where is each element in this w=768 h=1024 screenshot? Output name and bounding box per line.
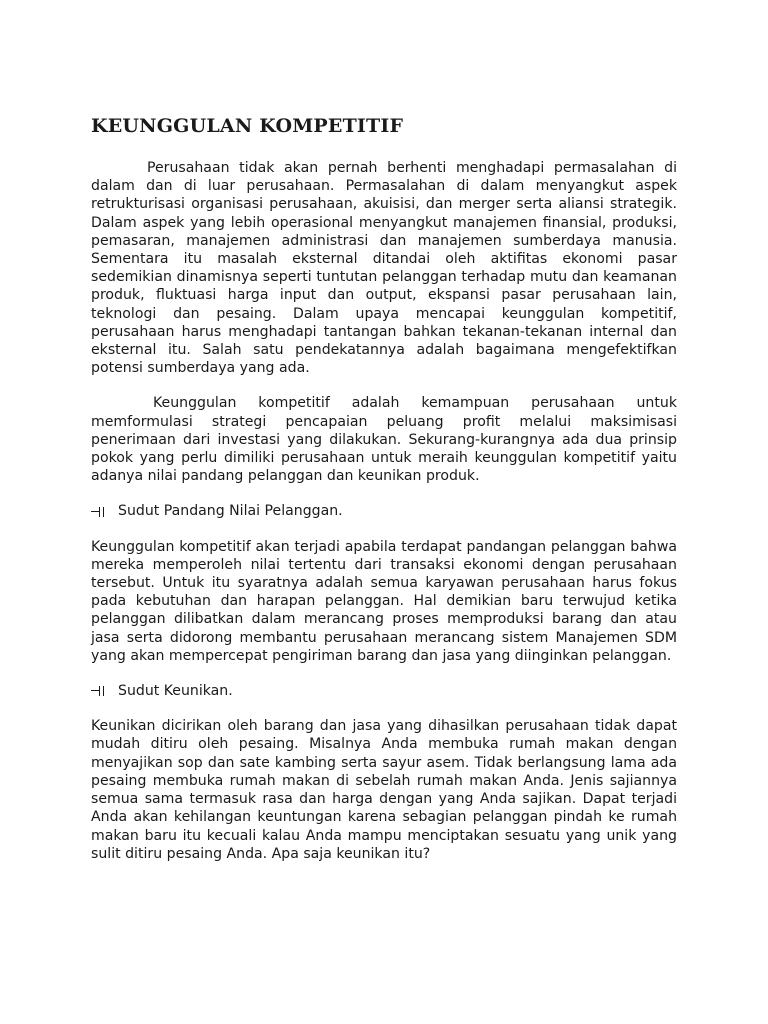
bullet-arrow-icon: [91, 685, 107, 697]
paragraph-intro: Perusahaan tidak akan pernah berhenti menghadapi permasalahan di dalam dan di luar perusahaan. Permasalahan di dalam menyangkut aspek retrukturisasi organisasi perusahaan, akuisisi, dan merger serta aliansi strategik. Dalam aspek yang lebih operasional menyangkut manajemen finansial, produksi, pemasaran, manajemen administrasi dan manajemen sumberdaya manusia. Sementara itu masalah eksternal ditandai oleh aktifitas ekonomi pasar sedemikian dinamisnya seperti tuntutan pelanggan terhadap mutu dan keamanan produk, fluktuasi harga input dan output, ekspansi pasar perusahaan lain, teknologi dan pesaing. Dalam upaya mencapai keunggulan kompetitif, perusahaan harus menghadapi tantangan bahkan tekanan-tekanan internal dan eksternal itu. Salah satu pendekatannya adalah bagaimana mengefektifkan potensi sumberdaya yang ada.: [91, 160, 677, 377]
bullet-item-uniqueness: [91, 682, 677, 700]
paragraph-uniqueness: Keunikan dicirikan oleh barang dan jasa yang dihasilkan perusahaan tidak dapat mudah ditiru oleh pesaing. Misalnya Anda membuka rumah makan dengan menyajikan sop dan sate kambing serta sayur asem. Tidak berlangsung lama ada pesaing membuka rumah makan di sebelah rumah makan Anda. Jenis sajiannya semua sama termasuk rasa dan harga dengan yang Anda sajikan. Dapat terjadi Anda akan kehilangan keuntungan karena sebagian pelanggan pindah ke rumah makan baru itu kecuali kalau Anda mampu menciptakan sesuatu yang unik yang sulit ditiru pesaing Anda. Apa saja keunikan itu?: [91, 718, 677, 862]
bullet-label: Sudut Keunikan.: [118, 683, 233, 700]
document-page: [91, 114, 677, 863]
bullet-item-customer-value: [91, 502, 677, 520]
bullet-arrow-icon: [91, 506, 107, 518]
paragraph-customer-value: Keunggulan kompetitif akan terjadi apabila terdapat pandangan pelanggan bahwa mereka memperoleh nilai tertentu dari transaksi ekonomi dengan perusahaan tersebut. Untuk itu syaratnya adalah semua karyawan perusahaan harus fokus pada kebutuhan dan harapan pelanggan. Hal demikian baru terwujud ketika pelanggan dilibatkan dalam merancang proses memproduksi barang dan atau jasa serta didorong membantu perusahaan merancang sistem Manajemen SDM yang akan mempercepat pengiriman barang dan jasa yang diinginkan pelanggan.: [91, 538, 677, 664]
paragraph-definition: Keunggulan kompetitif adalah kemampuan perusahaan untuk memformulasi strategi pencapaian peluang profit melalui maksimisasi penerimaan dari investasi yang dilakukan. Sekurang-kurangnya ada dua prinsip pokok yang perlu dimiliki perusahaan untuk meraih keunggulan kompetitif yaitu adanya nilai pandang pelanggan dan keunikan produk.: [91, 395, 677, 485]
document-title: KEUNGGULAN KOMPETITIF: [91, 115, 404, 137]
bullet-label: Sudut Pandang Nilai Pelanggan.: [118, 503, 343, 520]
